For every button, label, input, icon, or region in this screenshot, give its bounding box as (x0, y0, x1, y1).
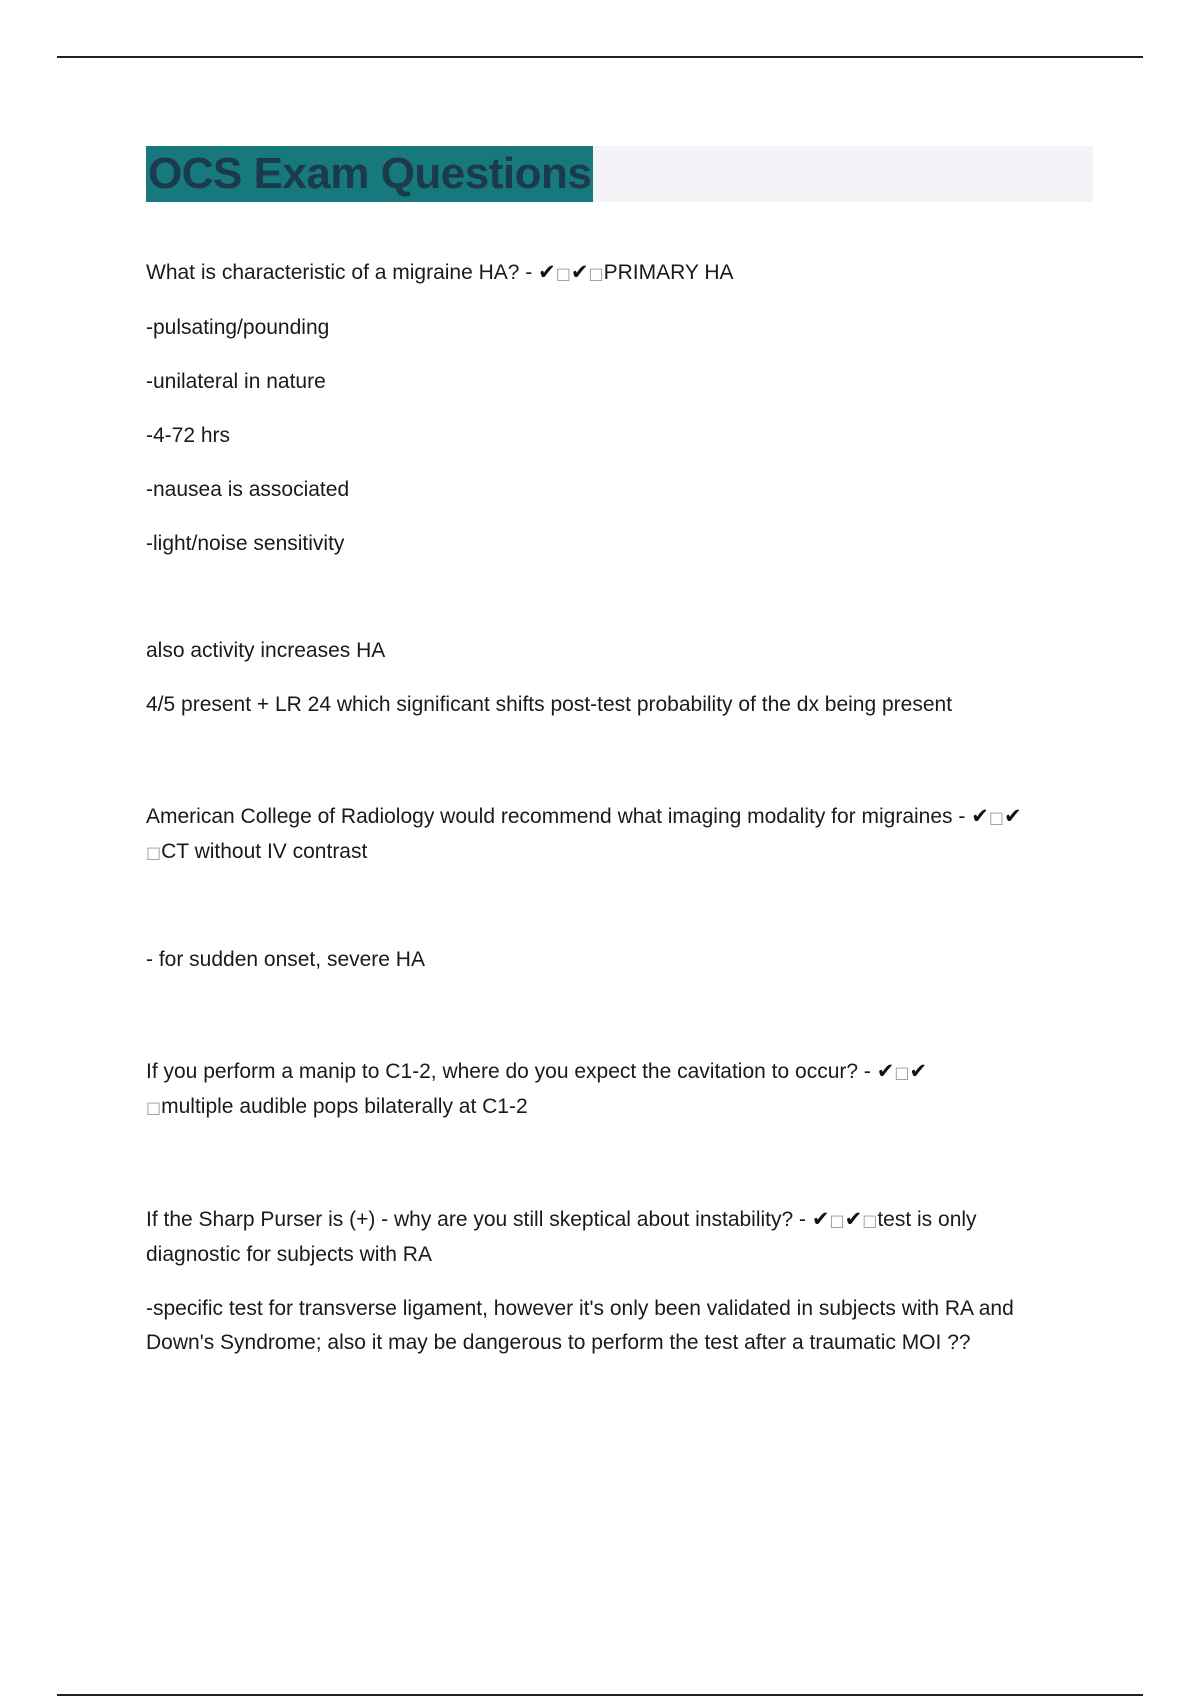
answer-line: -light/noise sensitivity (146, 532, 345, 555)
answer-1-text: PRIMARY HA (603, 261, 734, 284)
question-4 (146, 1202, 1086, 1272)
check-icon: ✔ (909, 1059, 928, 1083)
check-icon: ✔ (971, 804, 989, 828)
question-2 (146, 799, 1086, 870)
box-icon: □ (829, 1211, 845, 1230)
answer-note: - for sudden onset, severe HA (146, 948, 425, 971)
answer-line: -pulsating/pounding (146, 316, 330, 339)
box-icon: □ (146, 1098, 162, 1117)
check-icon: ✔ (876, 1059, 895, 1083)
answer-4-text: diagnostic for subjects with RA (146, 1243, 432, 1266)
answer-detail: -specific test for transverse ligament, however it's only been validated in subjects with RA and (146, 1297, 1014, 1320)
question-1 (146, 255, 1086, 291)
answer-3-text: multiple audible pops bilaterally at C1-2 (161, 1095, 528, 1118)
box-icon: □ (988, 808, 1004, 827)
document-body (146, 255, 1086, 1360)
box-icon: □ (894, 1063, 910, 1082)
box-icon: □ (588, 264, 604, 283)
question-4-text: If the Sharp Purser is (+) - why are you still skeptical about instability? - (146, 1208, 812, 1231)
answer-line: -nausea is associated (146, 478, 350, 501)
box-icon: □ (862, 1211, 878, 1230)
answer-detail: Down's Syndrome; also it may be dangerous to perform the test after a traumatic MOI ?? (146, 1331, 971, 1354)
question-3 (146, 1054, 1086, 1125)
bottom-rule (57, 1694, 1143, 1696)
check-icon: ✔ (844, 1207, 863, 1231)
answer-line: -4-72 hrs (146, 424, 231, 447)
answer-2-text: CT without IV contrast (161, 840, 368, 863)
check-icon: ✔ (1003, 804, 1022, 828)
question-3-text: If you perform a manip to C1-2, where do you expect the cavitation to occur? - (146, 1060, 877, 1083)
top-rule (57, 56, 1143, 58)
box-icon: □ (146, 843, 162, 862)
box-icon: □ (555, 264, 571, 283)
answer-note: 4/5 present + LR 24 which significant shifts post-test probability of the dx being present (146, 693, 953, 716)
answer-note: also activity increases HA (146, 639, 386, 662)
answer-line: -unilateral in nature (146, 370, 326, 393)
page-title: OCS Exam Questions (146, 146, 593, 202)
answer-4-text: test is only (877, 1208, 977, 1231)
question-1-text: What is characteristic of a migraine HA? - (146, 261, 539, 284)
question-2-text: American College of Radiology would recommend what imaging modality for migraines - (146, 805, 972, 828)
check-icon: ✔ (570, 260, 589, 284)
check-icon: ✔ (811, 1207, 830, 1231)
check-icon: ✔ (538, 260, 556, 284)
answer-note (146, 1292, 1086, 1360)
